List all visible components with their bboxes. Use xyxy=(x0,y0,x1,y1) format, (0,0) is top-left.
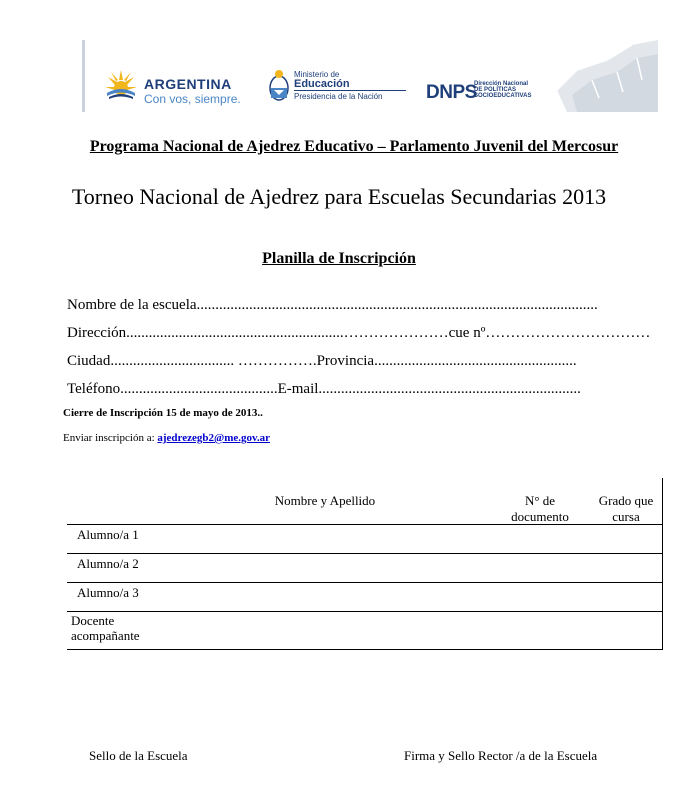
header-grade: Grado que cursa xyxy=(598,493,654,524)
email-link[interactable]: ajedrezegb2@me.gov.ar xyxy=(157,432,271,444)
field-address: Dirección..........................................................…………………cue nº…………………………… xyxy=(67,325,651,341)
dnps-text-line: Dirección Nacional xyxy=(474,81,529,87)
header-name: Nombre y Apellido xyxy=(274,493,376,508)
logo-dnps-text xyxy=(474,81,531,99)
logo-ministerio-line2: Educación xyxy=(294,78,350,90)
send-label: Enviar inscripción a: xyxy=(63,432,155,444)
table-divider xyxy=(67,611,663,612)
rector-signature-label: Firma y Sello Rector /a de la Escuela xyxy=(404,748,598,763)
table-divider xyxy=(67,553,663,554)
argentina-sun-icon xyxy=(104,68,138,102)
field-city-province: Ciudad................................. …………….Provincia...................................................... xyxy=(67,353,577,369)
national-shield-icon xyxy=(268,68,290,104)
table-row-label: Alumno/a 2 xyxy=(77,556,139,571)
table-divider xyxy=(67,649,663,650)
send-instruction xyxy=(63,432,270,444)
header-logo-strip xyxy=(82,40,658,112)
field-school-name: Nombre de la escuela........................................................................................................... xyxy=(67,297,598,313)
table-divider xyxy=(67,524,663,525)
logo-dnps-mark: DNPS xyxy=(426,82,477,103)
table-divider xyxy=(67,582,663,583)
table-row-label: Docente acompañante xyxy=(71,613,140,643)
field-phone-email: Teléfono..........................................E-mail...................................................................... xyxy=(67,381,581,397)
table-row-label: Alumno/a 3 xyxy=(77,585,139,600)
tournament-title: Torneo Nacional de Ajedrez para Escuelas Secundarias 2013 xyxy=(71,184,607,209)
program-title: Programa Nacional de Ajedrez Educativo – Parlamento Juvenil del Mercosur xyxy=(89,138,619,155)
logo-ministerio-line1: Ministerio de xyxy=(294,70,340,79)
dnps-text-line: SOCIOEDUCATIVAS xyxy=(474,93,532,99)
school-seal-label: Sello de la Escuela xyxy=(89,748,188,763)
logo-ministerio-rule xyxy=(294,90,406,91)
form-title: Planilla de Inscripción xyxy=(262,250,416,267)
logo-ministerio-line3: Presidencia de la Nación xyxy=(294,92,383,101)
registration-deadline: Cierre de Inscripción 15 de mayo de 2013.. xyxy=(63,407,263,419)
strip-edge xyxy=(82,40,85,112)
dnps-text-line: DE POLÍTICAS xyxy=(474,87,517,93)
decorative-map-icon xyxy=(537,40,658,112)
logo-argentina-slogan: Con vos, siempre. xyxy=(144,92,241,106)
logo-argentina-text: ARGENTINA xyxy=(144,76,232,92)
header-document: N° de documento xyxy=(511,493,569,524)
table-row-label: Alumno/a 1 xyxy=(77,527,139,542)
